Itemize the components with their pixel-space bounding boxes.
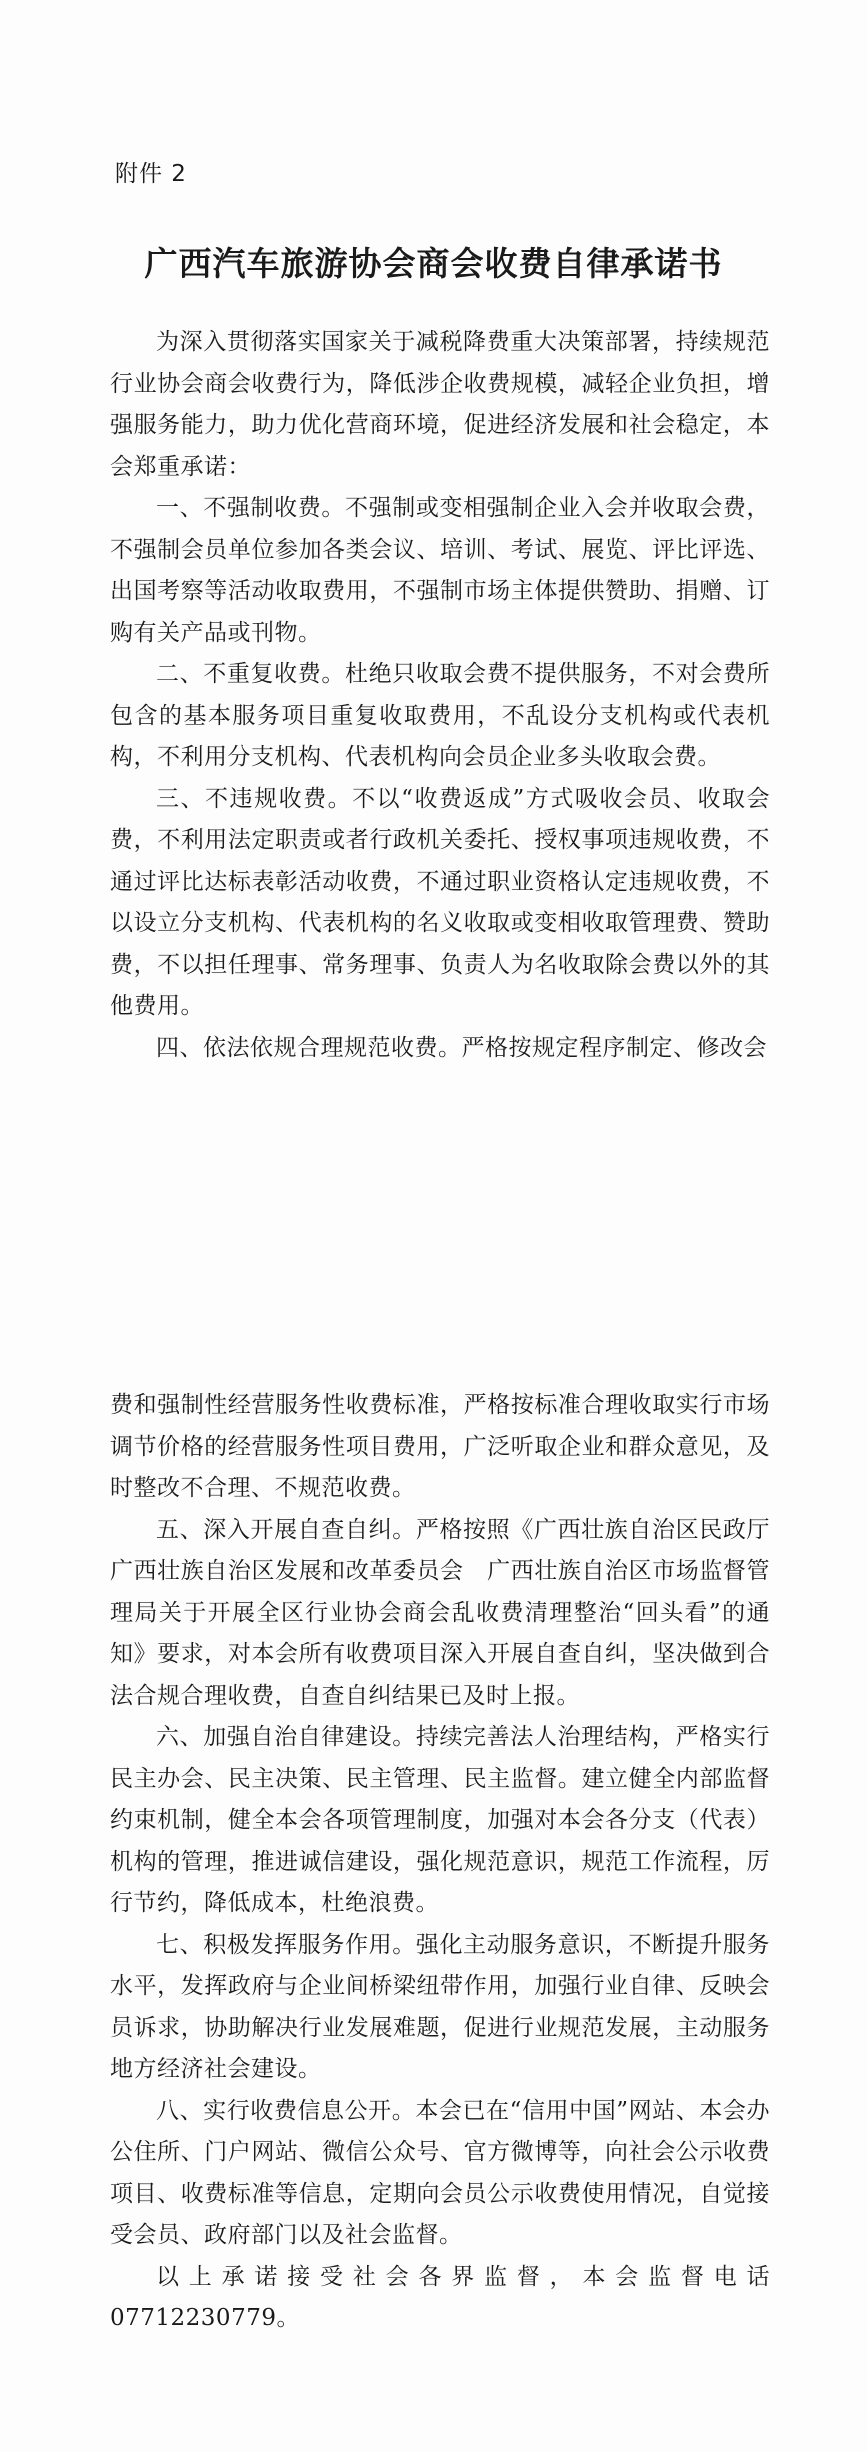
paragraph-closing: 以上承诺接受社会各界监督，本会监督电话 07712230779。 (110, 2263, 770, 2331)
body-section-2 (110, 1385, 770, 2340)
paragraph-item-2: 二、不重复收费。杜绝只收取会费不提供服务，不对会费所包含的基本服务项目重复收取费用，不乱设分支机构或代表机构，不利用分支机构、代表机构向会员企业多头收取会费。 (110, 661, 770, 770)
paragraph-item-4-start: 四、依法依规合理规范收费。严格按规定程序制定、修改会 (156, 1034, 767, 1061)
body-section-1 (110, 322, 770, 1069)
paragraph-item-5: 五、深入开展自查自纠。严格按照《广西壮族自治区民政厅 广西壮族自治区发展和改革委员会 广西壮族自治区市场监督管理局关于开展全区行业协会商会乱收费清理整治“回头看”的通知》要求，对本会所有收费项目深入开展自查自纠，坚决做到合法合规合理收费，自查自纠结果已及时上报。 (110, 1516, 770, 1709)
paragraph-item-6: 六、加强自治自律建设。持续完善法人治理结构，严格实行民主办会、民主决策、民主管理、民主监督。建立健全内部监督约束机制，健全本会各项管理制度，加强对本会各分支（代表）机构的管理，推进诚信建设，强化规范意识，规范工作流程，厉行节约，降低成本，杜绝浪费。 (110, 1724, 770, 1916)
attachment-label: 附件 2 (115, 161, 187, 187)
paragraph-item-7: 七、积极发挥服务作用。强化主动服务意识，不断提升服务水平，发挥政府与企业间桥梁纽带作用，加强行业自律、反映会员诉求，协助解决行业发展难题，促进行业规范发展，主动服务地方经济社会建设。 (110, 1931, 770, 2082)
paragraph-item-8: 八、实行收费信息公开。本会已在“信用中国”网站、本会办公住所、门户网站、微信公众号、官方微博等，向社会公示收费项目、收费标准等信息，定期向会员公示收费使用情况，自觉接受会员、政府部门以及社会监督。 (110, 2097, 770, 2248)
paragraph-intro: 为深入贯彻落实国家关于减税降费重大决策部署，持续规范行业协会商会收费行为，降低涉企收费规模，减轻企业负担，增强服务能力，助力优化营商环境，促进经济发展和社会稳定，本会郑重承诺： (110, 329, 770, 480)
paragraph-item-1: 一、不强制收费。不强制或变相强制企业入会并收取会费，不强制会员单位参加各类会议、培训、考试、展览、评比评选、出国考察等活动收取费用，不强制市场主体提供赞助、捐赠、订购有关产品或刊物。 (110, 495, 770, 646)
paragraph-item-3: 三、不违规收费。不以“收费返成”方式吸收会员、收取会费，不利用法定职责或者行政机关委托、授权事项违规收费，不通过评比达标表彰活动收费，不通过职业资格认定违规收费，不以设立分支机构、代表机构的名义收取或变相收取管理费、赞助费，不以担任理事、常务理事、负责人为名收取除会费以外的其他费用。 (110, 785, 770, 1019)
document-title: 广西汽车旅游协会商会收费自律承诺书 (144, 244, 723, 283)
paragraph-item-4-cont: 费和强制性经营服务性收费标准，严格按标准合理收取实行市场调节价格的经营服务性项目费用，广泛听取企业和群众意见，及时整改不合理、不规范收费。 (110, 1392, 770, 1501)
